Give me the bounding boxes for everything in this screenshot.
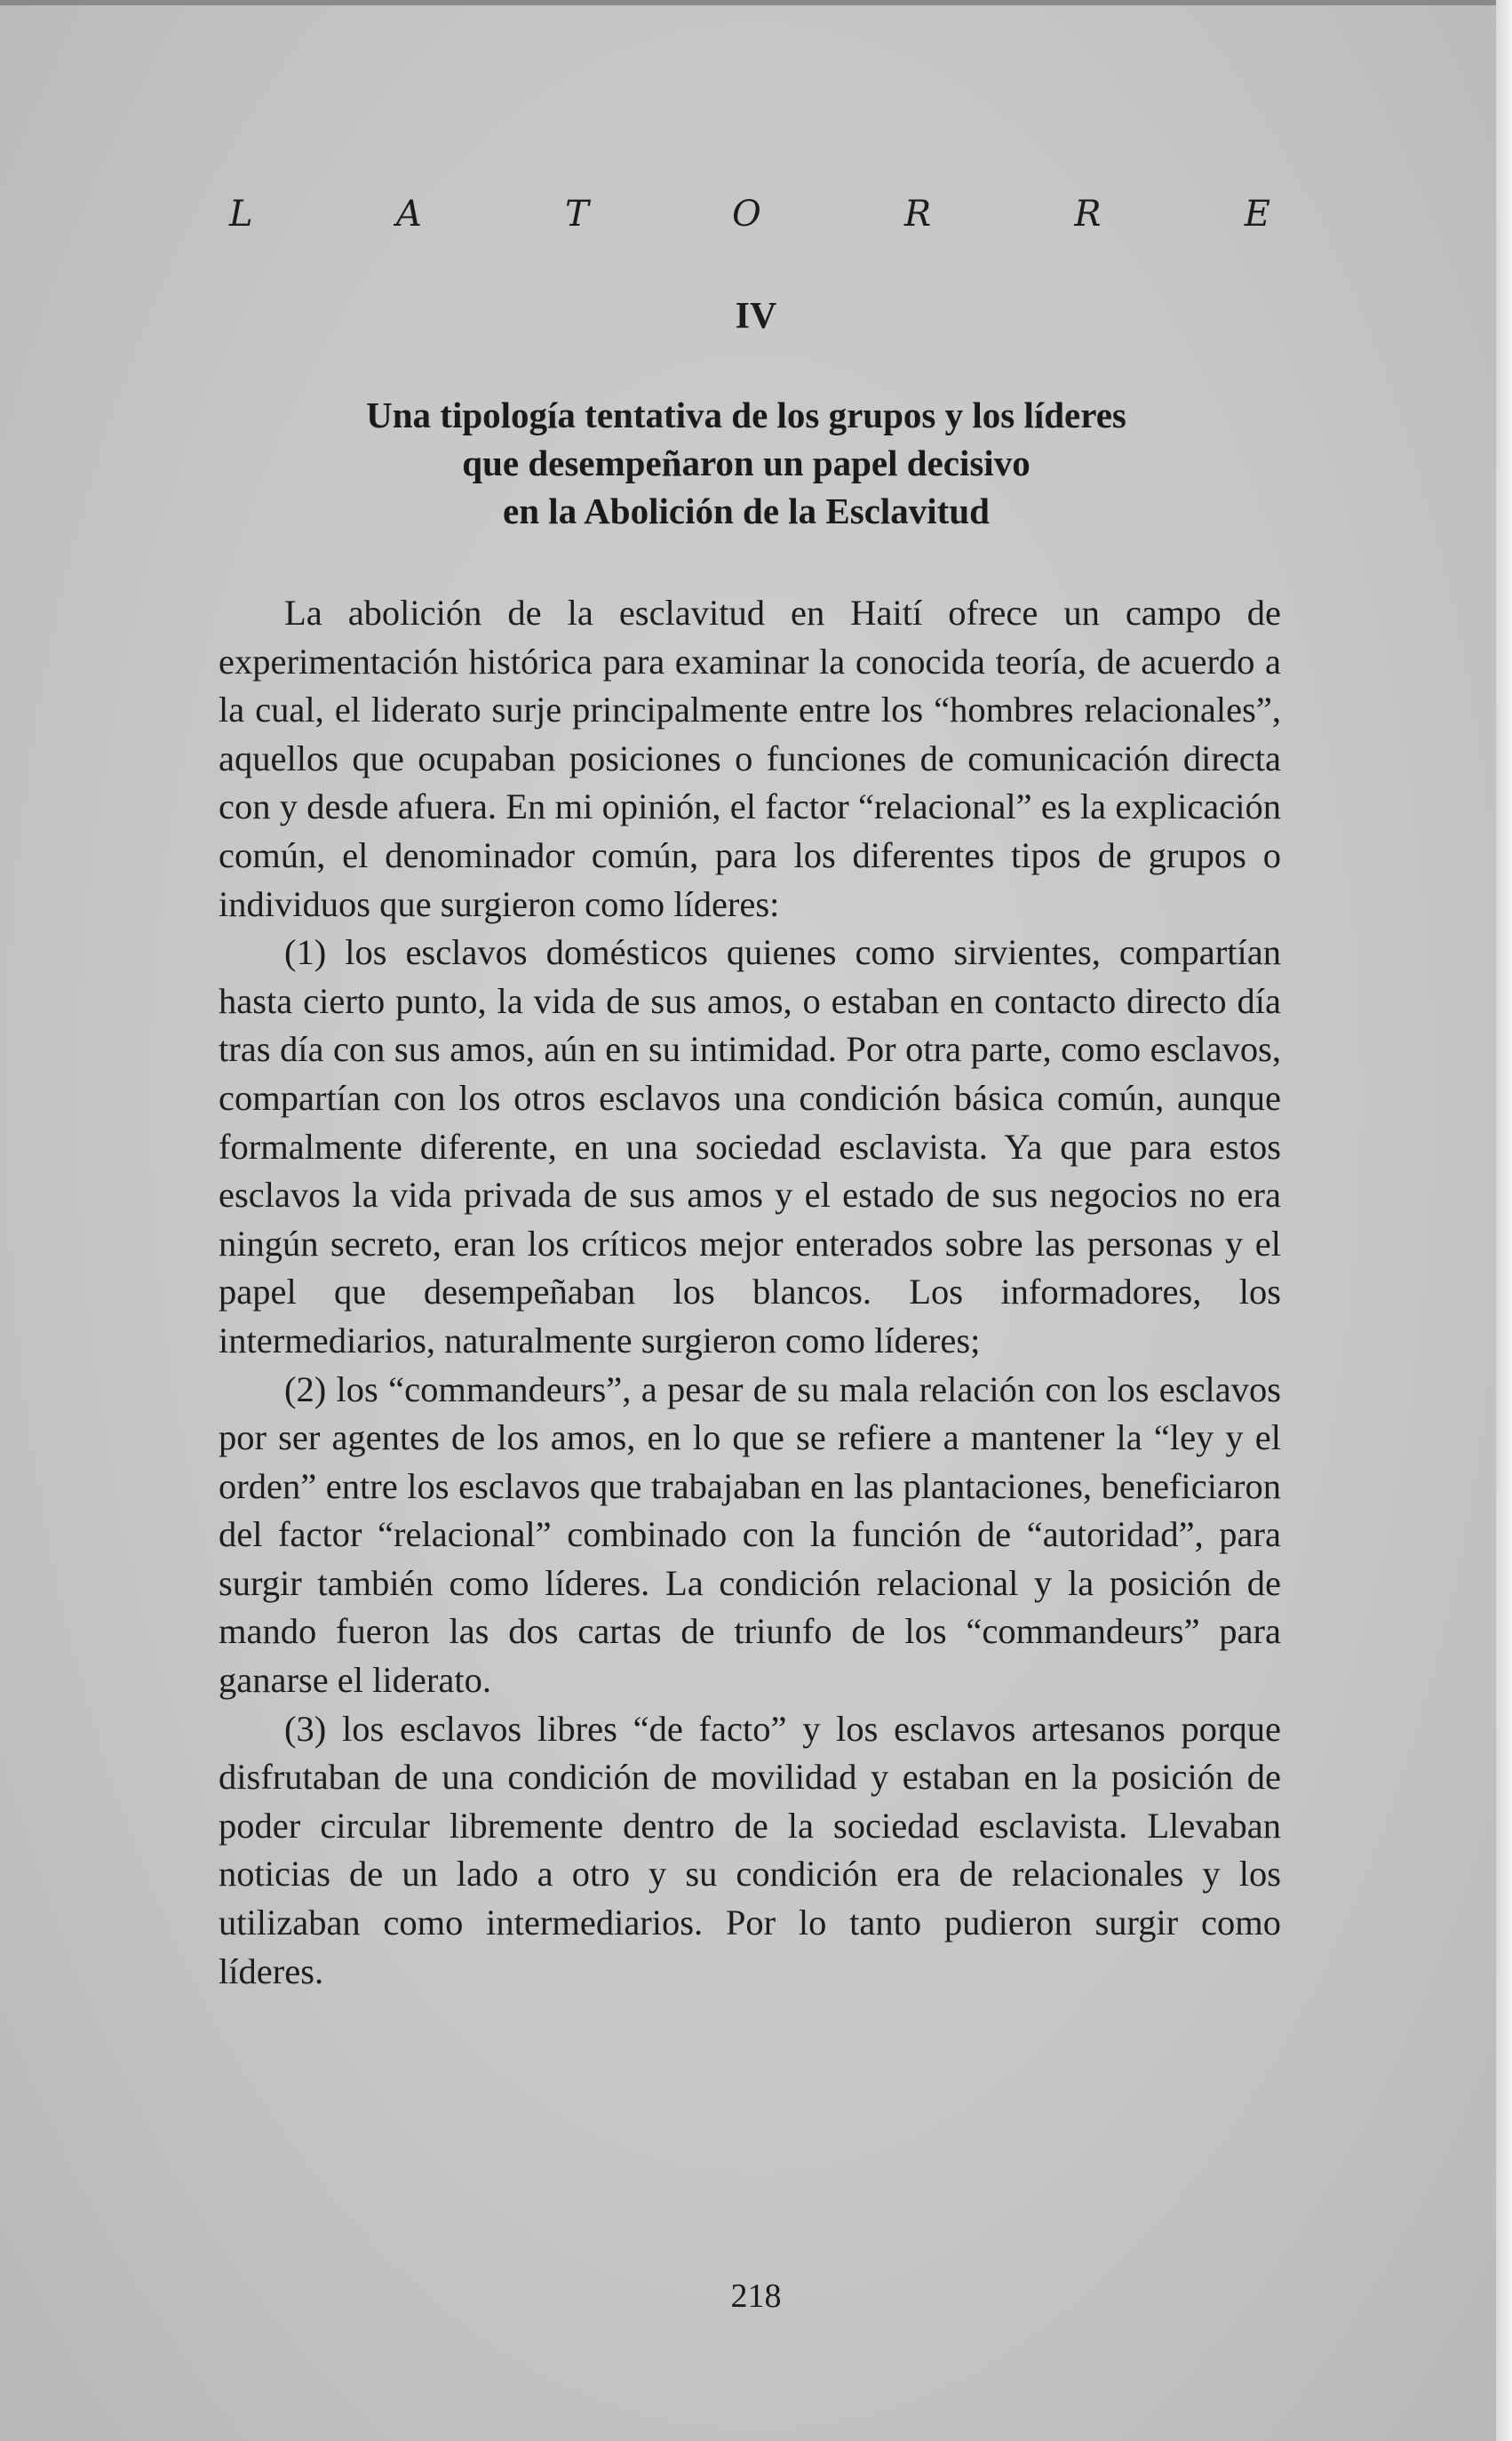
paragraph-intro: La abolición de la esclavitud en Haití ofrece un campo de experimentación histórica para examinar la conocida teoría, de acuerdo a la cual, el liderato surje principalmente entre los “hombres relacionales”, aquellos que ocupaban posiciones o funciones de comunicación directa con y desde afuera. En mi opinión, el factor “relacional” es la explicación común, el denominador común, para los diferentes tipos de grupos o individuos que surgieron como líderes: (219, 593, 1281, 924)
running-head (229, 194, 1270, 235)
running-head-letter: O (731, 194, 761, 235)
chapter-title (222, 391, 1270, 535)
page-right-edge (1496, 0, 1512, 2441)
chapter-title-line: que desempeñaron un papel decisivo (462, 443, 1031, 483)
chapter-number: IV (735, 296, 777, 337)
chapter-title-line: Una tipología tentativa de los grupos y los líderes (366, 395, 1126, 435)
paragraph-item-3: (3) los esclavos libres “de facto” y los esclavos artesanos porque disfrutaban de una condición de movilidad y estaban en la posición de poder circular libremente dentro de la sociedad esclavista. Llevaban noticias de un lado a otro y su condición era de relacionales y los utilizaban como intermediarios. Por lo tanto pudieron surgir como líderes. (219, 1708, 1281, 1991)
paragraph-item-1: (1) los esclavos domésticos quienes como sirvientes, compartían hasta cierto punto, la vida de sus amos, o estaban en contacto directo día tras día con sus amos, aún en su intimidad. Por otra parte, como esclavos, compartían con los otros esclavos una condición básica común, aunque formalmente diferente, en una sociedad esclavista. Ya que para estos esclavos la vida privada de sus amos y el estado de sus negocios no era ningún secreto, eran los críticos mejor enterados sobre las personas y el papel que desempeñaban los blancos. Los informadores, los intermediarios, naturalmente surgieron como líderes; (219, 932, 1281, 1360)
running-head-letter: A (395, 194, 422, 235)
running-head-letter: L (229, 194, 253, 235)
paragraph-item-2: (2) los “commandeurs”, a pesar de su mala relación con los esclavos por ser agentes de los amos, en lo que se refiere a mantener la “ley y el orden” entre los esclavos que trabajaban en las plantaciones, beneficiaron del factor “relacional” combinado con la función de “autoridad”, para surgir también como líderes. La condición relacional y la posición de mando fueron las dos cartas de triunfo de los “commandeurs” para ganarse el liderato. (219, 1368, 1281, 1701)
running-head-letter: T (564, 194, 589, 235)
running-head-letter: E (1244, 194, 1270, 235)
running-head-letter: R (904, 194, 932, 235)
page-number: 218 (730, 2277, 782, 2315)
chapter-title-line: en la Abolición de la Esclavitud (503, 491, 990, 531)
body-text (219, 589, 1281, 1996)
page-top-edge (0, 0, 1512, 5)
running-head-letter: R (1074, 194, 1102, 235)
